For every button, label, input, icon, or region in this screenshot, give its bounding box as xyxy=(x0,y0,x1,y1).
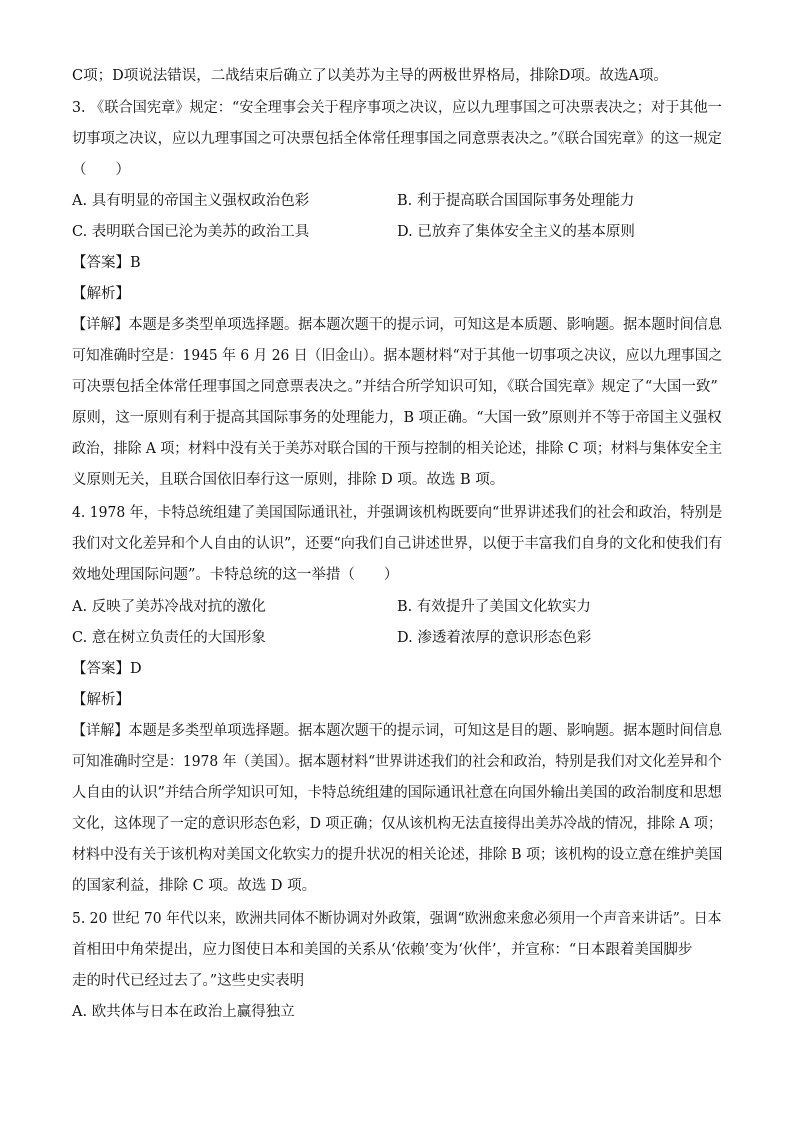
q5-option-a: A. 欧共体与日本在政治上赢得独立 xyxy=(72,1004,295,1020)
q4-analysis-label: 【解析】 xyxy=(72,692,130,708)
q5-stem-line-3: 走的时代已经过去了。”这些史实表明 xyxy=(72,973,305,989)
q3-stem-line-3: （ ） xyxy=(72,162,130,178)
q3-answer: 【答案】B xyxy=(72,255,141,271)
q4-option-a: A. 反映了美苏冷战对抗的激化 xyxy=(72,599,266,615)
q3-option-b: B. 利于提高联合国国际事务处理能力 xyxy=(397,193,635,209)
q3-analysis-line-1: 【详解】本题是多类型单项选择题。据本题次题干的提示词，可知这是本质题、影响题。据本题时间信息 xyxy=(72,317,722,333)
q4-analysis-line-4: 文化，这体现了一定的意识形态色彩，D 项正确；仅从该机构无法直接得出美苏冷战的情况，排除 A 项； xyxy=(72,816,722,832)
q4-option-c: C. 意在树立负责任的大国形象 xyxy=(72,630,266,646)
q3-analysis-label: 【解析】 xyxy=(72,286,130,302)
q3-option-c: C. 表明联合国已沦为美苏的政治工具 xyxy=(72,224,310,240)
q3-analysis-line-5: 政治，排除 A 项；材料中没有关于美苏对联合国的干预与控制的相关论述，排除 C 项；材料与集体安全主 xyxy=(72,441,722,457)
q3-analysis-line-4: 原则，这一原则有利于提高其国际事务的处理能力，B 项正确。“大国一致”原则并不等于帝国主义强权 xyxy=(72,410,722,426)
q4-analysis-line-5: 材料中没有关于该机构对美国文化软实力的提升状况的相关论述，排除 B 项；该机构的设立意在维护美国 xyxy=(72,847,723,863)
q4-option-b: B. 有效提升了美国文化软实力 xyxy=(397,599,591,615)
q4-answer: 【答案】D xyxy=(72,661,142,677)
q3-stem-line-2: 切事项之决议，应以九理事国之可决票包括全体常任理事国之同意票表决之。”《联合国宪章》的这一规定 xyxy=(72,131,722,147)
q4-analysis-line-1: 【详解】本题是多类型单项选择题。据本题次题干的提示词，可知这是目的题、影响题。据本题时间信息 xyxy=(72,723,722,739)
q5-stem-line-2: 首相田中角荣提出，应力图使日本和美国的关系从‘依赖’变为‘伙伴’，并宣称：“日本跟着美国脚步 xyxy=(72,942,693,958)
q5-stem-line-1: 5. 20 世纪 70 年代以来，欧洲共同体不断协调对外政策，强调“欧洲愈来愈必须用一个声音来讲话”。日本 xyxy=(72,911,722,927)
q3-option-a: A. 具有明显的帝国主义强权政治色彩 xyxy=(72,193,310,209)
q4-analysis-line-3: 人自由的认识”并结合所学知识可知，卡特总统组建的国际通讯社意在向国外输出美国的政治制度和思想 xyxy=(72,785,722,801)
q3-analysis-line-3: 可决票包括全体常任理事国之同意票表决之。”并结合所学知识可知，《联合国宪章》规定了“大国一致” xyxy=(72,379,718,395)
q4-analysis-line-6: 的国家利益，排除 C 项。故选 D 项。 xyxy=(72,878,317,894)
q3-analysis-line-6: 义原则无关，且联合国依旧奉行这一原则，排除 D 项。故选 B 项。 xyxy=(72,472,505,488)
q3-analysis-line-2: 可知准确时空是：1945 年 6 月 26 日（旧金山）。据本题材料“对于其他一切事项之决议，应以九理事国之 xyxy=(72,348,723,364)
q4-stem-line-1: 4. 1978 年，卡特总统组建了美国国际通讯社，并强调该机构既要向“世界讲述我们的社会和政治，特别是 xyxy=(72,505,723,521)
q4-analysis-line-2: 可知准确时空是：1978 年（美国）。据本题材料“世界讲述我们的社会和政治，特别是我们对文化差异和个 xyxy=(72,754,722,770)
q4-option-d: D. 渗透着浓厚的意识形态色彩 xyxy=(397,630,592,646)
q4-stem-line-3: 效地处理国际问题”。卡特总统的这一举措（ ） xyxy=(72,567,399,583)
q4-stem-line-2: 我们对文化差异和个人自由的认识”，还要“向我们自己讲述世界，以便于丰富我们自身的文化和使我们有 xyxy=(72,536,723,552)
q3-stem-line-1: 3. 《联合国宪章》规定：“安全理事会关于程序事项之决议，应以九理事国之可决票表决之；对于其他一 xyxy=(72,100,722,116)
previous-answer-tail: C项；D项说法错误，二战结束后确立了以美苏为主导的两极世界格局，排除D项。故选A项。 xyxy=(72,68,668,84)
q3-option-d: D. 已放弃了集体安全主义的基本原则 xyxy=(397,224,635,240)
